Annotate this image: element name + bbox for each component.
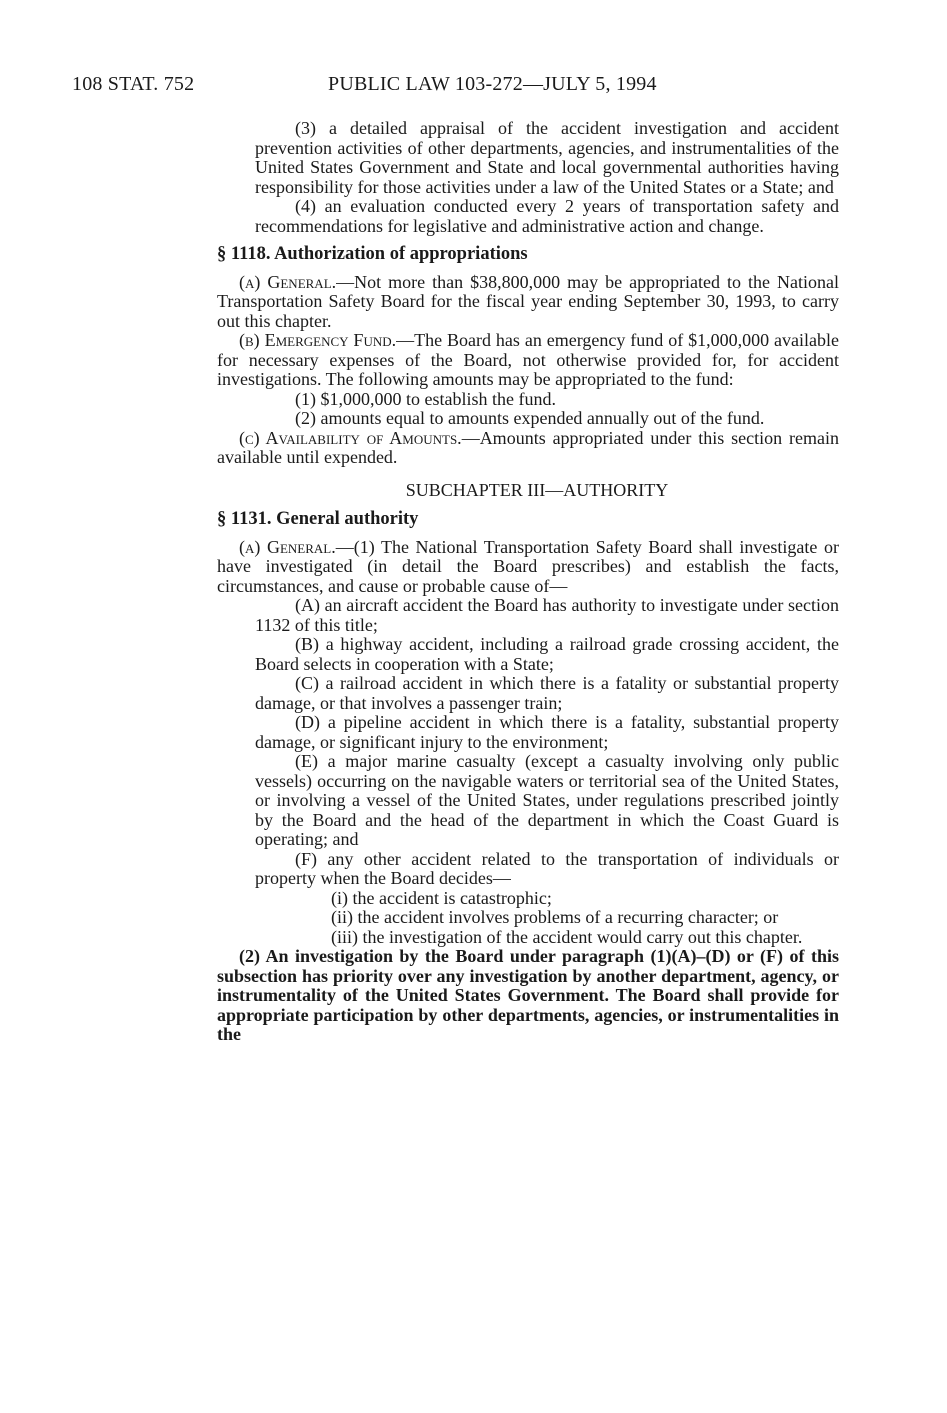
clause-A: (A) an aircraft accident the Board has authority to investigate under section 1132 of this title; <box>255 595 839 635</box>
paragraph-4: (4) an evaluation conducted every 2 years of transportation safety and recommendations for legislative and administrative action and change. <box>255 196 839 236</box>
clause-B: (B) a highway accident, including a railroad grade crossing accident, the Board selects in cooperation with a State; <box>255 634 839 674</box>
section-1131-paragraph-2: (2) An investigation by the Board under paragraph (1)(A)–(D) or (F) of this subsection has priority over any investigation by another department, agency, or instrumentality of the United States Government. The Board shall provide for appropriate participation by other departments, agencies, or instrumentalities in the <box>217 946 839 1044</box>
section-1131-a-label: (a) General. <box>239 536 336 557</box>
subsection-b-label: (b) Emergency Fund. <box>239 330 397 350</box>
subclause-i: (i) the accident is catastrophic; <box>331 887 552 908</box>
section-1118-subsection-b <box>217 331 839 390</box>
section-1131-subsection-a <box>217 538 839 597</box>
clause-E: (E) a major marine casualty (except a casualty involving only public vessels) occurring on the navigable waters or territorial sea of the United States, or involving a vessel of the United States, under regulations prescribed jointly by the Board and the head of the department in which the Coast Guard is operating; and <box>255 751 839 849</box>
subclause-iii: (iii) the investigation of the accident would carry out this chapter. <box>331 926 803 947</box>
subsection-b-item-1: (1) $1,000,000 to establish the fund. <box>295 388 556 409</box>
paragraph-3: (3) a detailed appraisal of the accident investigation and accident prevention activities of other departments, agencies, and instrumentalities of the United States Government and State and local governmental authorities having responsibility for those activities under a law of the United States or a State; and <box>255 118 839 197</box>
clause-F: (F) any other accident related to the transportation of individuals or property when the Board decides— <box>255 848 839 888</box>
section-1131-a-text: —(1) The National Transportation Safety Board shall investigate or have investigated (in detail the Board prescribes) and establish the facts, circumstances, and cause or probable cause of— <box>217 536 839 596</box>
subsection-c-text: —Amounts appropriated under this section remain available until expended. <box>217 427 839 467</box>
section-1118-heading: § 1118. Authorization of appropriations <box>217 244 528 264</box>
section-1131-heading: § 1131. General authority <box>217 509 419 529</box>
subsection-b-text: —The Board has an emergency fund of $1,000,000 available for necessary expenses of the Board, not otherwise provided for, for accident investigations. The following amounts may be appropriated to the fund: <box>217 330 839 389</box>
subsection-b-item-2: (2) amounts equal to amounts expended annually out of the fund. <box>295 408 765 428</box>
clause-C: (C) a railroad accident in which there is a fatality or substantial property damage, or that involves a passenger train; <box>255 673 839 713</box>
subclause-ii: (ii) the accident involves problems of a recurring character; or <box>331 907 779 927</box>
subchapter-heading: SUBCHAPTER III—AUTHORITY <box>405 479 669 500</box>
subsection-a-label: (a) General. <box>239 271 337 292</box>
subsection-a-text: —Not more than $38,800,000 may be appropriated to the National Transportation Safety Board for the fiscal year ending September 30, 1993, to carry out this chapter. <box>217 271 839 331</box>
section-1118-subsection-a <box>217 273 839 332</box>
clause-D: (D) a pipeline accident in which there is a fatality, substantial property damage, or significant injury to the environment; <box>255 712 839 752</box>
running-title: PUBLIC LAW 103-272—JULY 5, 1994 <box>328 73 657 95</box>
document-body <box>217 119 839 1045</box>
page-stat-number: 108 STAT. 752 <box>72 73 195 95</box>
section-1118-subsection-c <box>217 429 839 468</box>
subsection-c-label: (c) Availability of Amounts. <box>239 427 462 448</box>
